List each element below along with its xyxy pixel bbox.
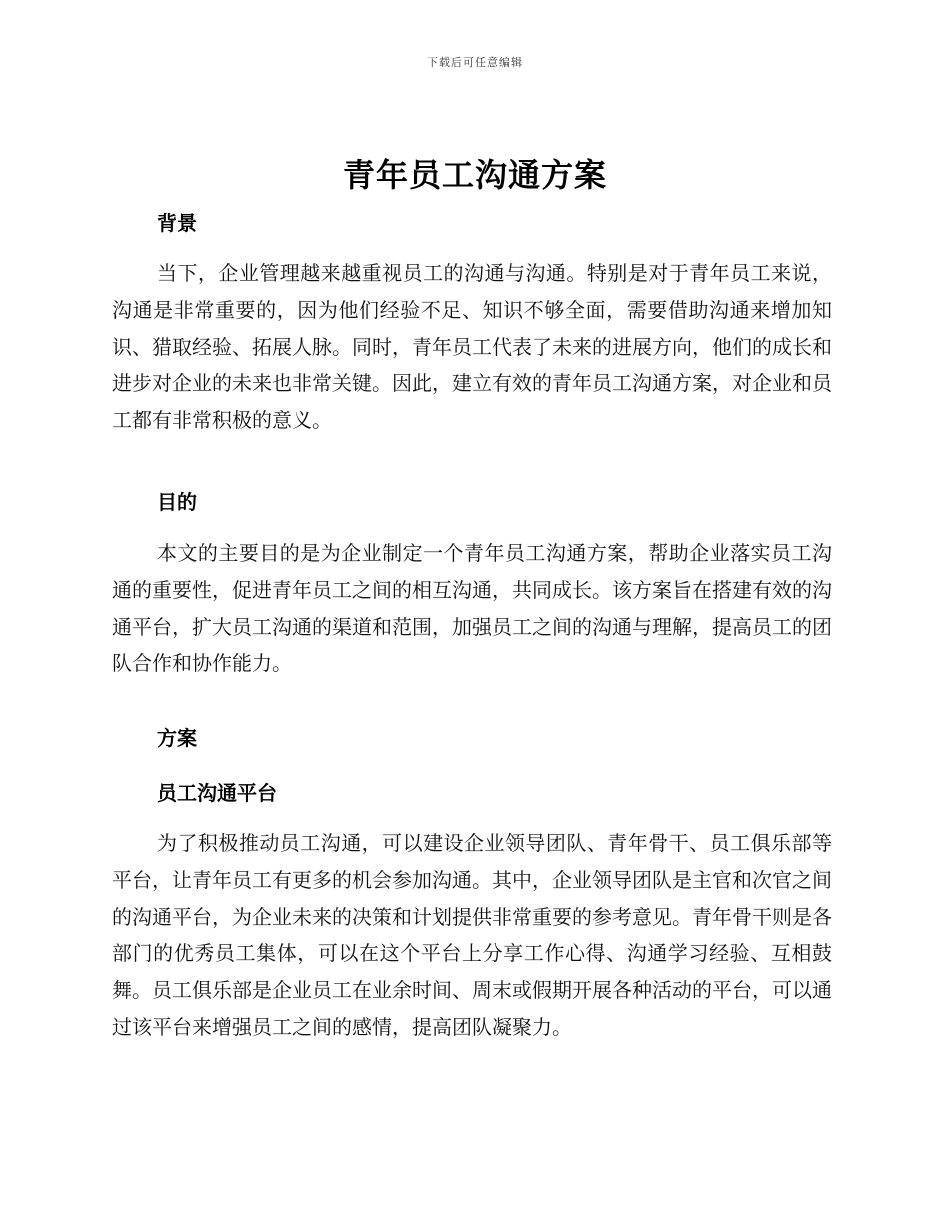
section-heading-plan: 方案 bbox=[157, 726, 197, 750]
section-heading-communication-platform: 员工沟通平台 bbox=[157, 781, 277, 805]
header-note: 下载后可任意编辑 bbox=[427, 56, 523, 69]
section-heading-purpose: 目的 bbox=[157, 490, 197, 514]
section-heading-background: 背景 bbox=[157, 211, 197, 235]
section-paragraph-purpose: 本文的主要目的是为企业制定一个青年员工沟通方案，帮助企业落实员工沟通的重要性，促进青年员工之间的相互沟通，共同成长。该方案旨在搭建有效的沟通平台，扩大员工沟通的渠道和范围，加强员工之间的沟通与理解，提高员工的团队合作和协作能力。 bbox=[112, 541, 832, 676]
section-paragraph-communication-platform: 为了积极推动员工沟通，可以建设企业领导团队、青年骨干、员工俱乐部等平台，让青年员工有更多的机会参加沟通。其中，企业领导团队是主官和次官之间的沟通平台，为企业未来的决策和计划提供非常重要的参考意见。青年骨干则是各部门的优秀员工集体，可以在这个平台上分享工作心得、沟通学习经验、互相鼓舞。员工俱乐部是企业员工在业余时间、周末或假期开展各种活动的平台，可以通过该平台来增强员工之间的感情，提高团队凝聚力。 bbox=[112, 831, 832, 1039]
section-paragraph-background: 当下，企业管理越来越重视员工的沟通与沟通。特别是对于青年员工来说，沟通是非常重要的，因为他们经验不足、知识不够全面，需要借助沟通来增加知识、猎取经验、拓展人脉。同时，青年员工代表了未来的进展方向，他们的成长和进步对企业的未来也非常关键。因此，建立有效的青年员工沟通方案，对企业和员工都有非常积极的意义。 bbox=[112, 261, 832, 433]
document-title: 青年员工沟通方案 bbox=[342, 156, 607, 194]
